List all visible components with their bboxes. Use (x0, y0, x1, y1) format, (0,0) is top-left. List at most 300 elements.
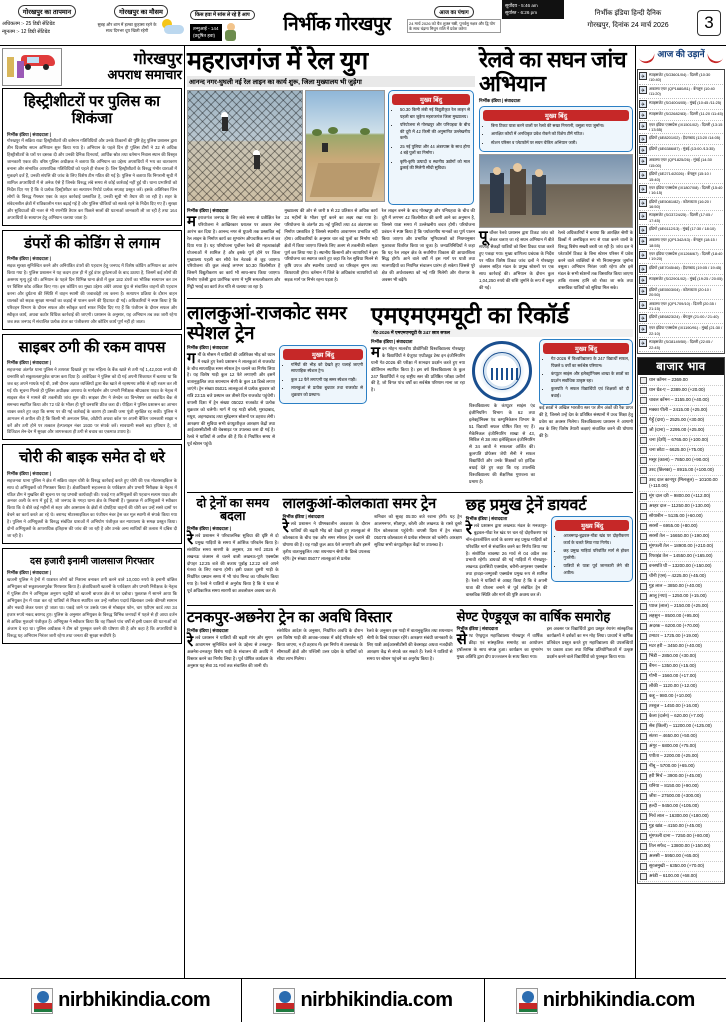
rate-text: कद्दू – 980.00 (+10.00) (649, 692, 692, 698)
row-4 (187, 610, 633, 672)
rate-text: सेब (किलो) – 11200.00 (+125.00) (649, 722, 712, 728)
airplane-icon: ✈ (640, 148, 646, 155)
rate-text: मक्का पीली – 2415.00 (+25.00) (649, 406, 708, 412)
article-byline: निर्भीक इंडिया | संवाददाता | (7, 570, 51, 576)
rate-item (639, 682, 723, 692)
left-article-1 (2, 88, 182, 226)
flight-text: स्पाइसजेट (SG4004/05) : मुंबई (10:45 /11:25) (649, 99, 722, 105)
panchang-widget (406, 0, 502, 45)
rate-item (639, 416, 723, 426)
rate-item (639, 742, 723, 752)
footer-brand-mid[interactable] (242, 979, 484, 1022)
rate-text: अरंडी – 6100.00 (+68.00) (649, 872, 698, 878)
keypoints-title: मुख्य बिंदु (543, 343, 629, 354)
rate-text: अलसी – 5950.00 (+65.00) (649, 852, 700, 858)
grain-icon (640, 683, 647, 690)
flight-item (639, 275, 723, 286)
rate-text: गोभी – 1560.00 (+17.00) (649, 672, 697, 678)
article-body: इस अवसर पर विद्यार्थियों द्वारा प्रस्तुत रंगारंग सांस्कृतिक कार्यक्रमों ने दर्शकों का मन मोह लिया। प्राचार्य ने वार्षिक प्रतिवेदन प्रस्तुत करते हुए महाविद्यालय की उपलब्धियों पर प्रकाश डाला तथा विभिन्न प्रतियोगिताओं में उत्कृष्ट प्रदर्शन करने वाले विद्यार्थियों को पुरस्कृत किया गया। (546, 626, 633, 659)
keypoints-title: मुख्य बिंदु (392, 94, 470, 105)
airplane-icon: ✈ (640, 112, 646, 119)
secondary-text: रेलवे अधिकारियों ने बताया कि आरक्षित श्रेणी के डिब्बों में अनधिकृत रूप से यात्रा करने वालों के विरुद्ध विशेष सख्ती बरती जा रही है। जांच दल ने प्लेटफॉर्म टिकट के बिना स्टेशन परिसर में प्रवेश करने वाले व्यक्तियों से भी नियमानुसार जुर्माना वसूला। अभियान निरंतर जारी रहेगा और इसे मंडल के सभी स्टेशनों तक विस्तारित किया जाएगा ताकि राजस्व हानि को रोका जा सके तथा वास्तविक यात्रियों को सुविधा मिल सके। (558, 230, 633, 290)
article-headline: एमएमएमयूटी का रिकॉर्ड (371, 301, 569, 328)
rate-item (639, 732, 723, 742)
lead-body-columns (187, 208, 475, 293)
grain-icon (640, 713, 647, 720)
crime-section-header (2, 48, 182, 86)
rate-text: लहसुन – 8500.00 (+95.00) (649, 612, 700, 618)
grain-icon (640, 673, 647, 680)
kolkata-train-article (283, 497, 462, 601)
flight-text: एयर इंडिया एक्सप्रेस (IX1190/91) : मुंबई (21:30 / 22:10) (649, 325, 723, 336)
airplane-icon: ✈ (640, 327, 646, 334)
rate-text: प्याज (लाल) – 2150.00 (+25.00) (649, 602, 709, 608)
edition-place-date: गोरखपुर, दिनांक 24 मार्च 2026 (587, 22, 669, 30)
rate-item (639, 792, 723, 802)
rate-item (639, 752, 723, 762)
article-byline: निर्भीक इंडिया | संवाददाता | (187, 526, 231, 532)
rate-text: तरबूज – 1450.00 (+16.00) (649, 702, 699, 708)
rate-text: उरद (छिलका) – 8915.00 (+100.00) (649, 466, 714, 472)
grain-icon (640, 643, 647, 650)
flight-text: इंडिगो (6E5081/82) : कोलकाता (16:20 / 16:50) (649, 198, 712, 210)
rate-item (639, 396, 723, 406)
weather-pill: गोरखपुर का मौसम (114, 5, 168, 18)
panchang-pill: आज का पंचाग (434, 6, 474, 18)
footer-brand-left[interactable] (0, 979, 242, 1022)
section-divider (187, 605, 633, 606)
rate-text: धनिया – 8150.00 (+90.00) (649, 782, 699, 788)
rate-text: हरी मिर्च – 3900.00 (+45.00) (649, 772, 702, 778)
weather-widget (94, 0, 188, 45)
brand-name: निर्भीक गोरखपुर (283, 13, 391, 35)
aqi-label: (प्रदूषित हवा) (193, 32, 216, 38)
flight-item (639, 211, 723, 225)
rate-item (639, 492, 723, 502)
flight-text: इंडिगो (6E6823/24) : बेंगलुरु (21:00 / 21:40) (649, 314, 719, 320)
rate-text: मूंगफली तेल – 18900.00 (+210.00) (649, 542, 714, 548)
airplane-icon: ✈ (640, 123, 646, 130)
police-illustration-icon (2, 48, 62, 86)
article-body: खजनी पुलिस ने ट्रेनों में यात्रारत लोगों को निशाना बनाकर ठगी करने वाले 10,000 रुपये के इनामी वांछित अभियुक्त को सकुशलतापूर्वक गिरफ्तार किया है। क्षेत्राधिकारी खजनी के पर्यवेक्षण और प्रभारी निरीक्षक के नेतृत्व में पुलिस टीम ने अभियुक्त अनुराग चतुर्वेदी को खजनी बाजार क्षेत्र से धर दबोचा। पूछताछ में सामने आया कि अभियुक्त ट्रेन में यात्रा कर रहे यात्रियों से मित्रता स्थापित कर उन्हें नशीला पदार्थ खिलाकर उनके कीमती सामान और नकदी लेकर फरार हो जाता था। पकड़े जाने पर उसके पास से मोबाइल फोन, चार एटीएम कार्ड तथा 34 हजार रुपये नकद बरामद हुए। पुलिस के अनुसार अभियुक्त के विरुद्ध विभिन्न जनपदों में पहले से ही आधा दर्जन से अधिक मुकदमे पंजीकृत हैं। अभियुक्त ने स्वीकार किया कि वह पिछले पांच वर्षों से इसी प्रकार की घटनाओं को अंजाम दे रहा था। पुलिस अधीक्षक ने टीम को पुरस्कृत करने की घोषणा की है और कहा है कि अपराधियों के विरुद्ध यह अभियान निरंतर जारी रहेगा तथा जनता की सुरक्षा सर्वोपरि है। (7, 577, 177, 638)
article-body: मदन मोहन मालवीय प्रौद्योगिकी विश्वविद्यालय गोरखपुर के विद्यार्थियों ने ग्रेजुएट एप्टीट्यूड टेस्ट इन इंजीनियरिंग यानी गेट-2026 की परीक्षा में शानदार प्रदर्शन करते हुए नया कीर्तिमान स्थापित किया है। इस वर्ष विश्वविद्यालय के कुल 247 विद्यार्थियों ने यह राष्ट्रीय स्तर की प्रतिष्ठित परीक्षा उत्तीर्ण की है, जो विगत पांच वर्षों का सर्वश्रेष्ठ परिणाम माना जा रहा है। (371, 344, 465, 393)
tanakpur-train-article (187, 610, 453, 672)
grain-icon (640, 513, 647, 520)
lead-stories-row (187, 48, 633, 294)
rate-text: उरद दाल कानपुर (मिलजुल) – 10100.00 (+110.00) (649, 476, 718, 489)
article-body: रेलवे प्रशासन द्वारा लखनऊ मंडल के मनकापुर-बुढ़वल-गोंडा रेल खंड पर चल रहे दोहरीकरण एवं नॉन-इंटरलॉकिंग कार्य के कारण छह प्रमुख गाड़ियों को परिवर्तित मार्ग से संचालित करने का निर्णय लिया गया है। संशोधित व्यवस्था 26 मार्च से 04 अप्रैल तक प्रभावी रहेगी। डायवर्ट की गई गाड़ियों में गोरखपुर-लखनऊ इंटरसिटी एक्सप्रेस, बरौनी-अमृतसर एक्सप्रेस तथा हावड़ा-जम्मूतवी एक्सप्रेस प्रमुख रूप से शामिल हैं। रेलवे ने यात्रियों से आग्रह किया है कि वे अपनी यात्रा की योजना बनाने से पूर्व संबंधित ट्रेन की वास्तविक स्थिति और मार्ग की पुष्टि अवश्य कर लें। (465, 521, 548, 597)
rate-item (639, 872, 723, 882)
rate-text: चना (देशी) – 6765.00 (+100.00) (649, 436, 709, 442)
grain-icon (640, 563, 647, 570)
secondary-lead-article (479, 48, 633, 294)
rate-item (639, 602, 723, 612)
timing-change-article (187, 497, 279, 601)
airplane-icon: ✈ (640, 101, 646, 108)
flight-item (639, 250, 723, 264)
keypoint-item: • 50.30 किमी लंबी नई विद्युतीकृत रेल लाइन से पहली बार जुड़ेगा महराजगंज जिला मुख्यालय। (400, 107, 470, 120)
college-function-article (457, 610, 633, 672)
article-body: रेलवे प्रशासन ने ग्रीष्मकालीन अवकाश के दौरान यात्रियों की बढ़ती भीड़ को देखते हुए लालकुआं से कोलकाता के बीच एक और समर स्पेशल ट्रेन चलाने की घोषणा की है। यह गाड़ी कुल आठ फेरे लगाएगी और इसमें तृतीय वातानुकूलित तथा शयनयान श्रेणी के डिब्बे उपलब्ध रहेंगे। ट्रेन संख्या 05077 लालकुआं से प्रत्येक (282, 519, 371, 561)
grain-icon (640, 703, 647, 710)
flight-item (639, 71, 723, 85)
temp-max: अधिकतम :- 25 डिग्री सेंटिग्रेड (2, 21, 55, 27)
airplane-icon: ✈ (640, 173, 646, 180)
lead-text: रेल लाइन बनने के बाद गोरखपुर और पनियहवा के बीच की दूरी में लगभग 42 किलोमीटर की कमी आने का अनुमान है, जिससे यात्रा समय में उल्लेखनीय बचत होगी। परियोजना प्रबंधन ने स्पष्ट किया है कि पर्यावरणीय मानकों का पूर्ण पालन किया जाएगा और प्रभावित भूमिधारकों को नियमानुसार मुआवजा वितरित किया जा चुका है। जनप्रतिनिधियों ने कहा कि यह रेल लाइन क्षेत्र के सर्वांगीण विकास की आधारशिला सिद्ध होगी। आने वाले वर्षों में इस मार्ग पर यात्री तथा मालगाड़ियों का नियमित संचालन प्रारंभ हो सकेगा जिससे पूरे क्षेत्र की अर्थव्यवस्था को नई गति मिलेगी और रोजगार के अवसर भी बढ़ेंगे। (381, 208, 475, 282)
airplane-icon: ✈ (640, 186, 646, 193)
rate-text: मटर हरी – 3450.00 (+40.00) (649, 642, 702, 648)
rate-item (639, 426, 723, 436)
brand-logo (268, 0, 406, 45)
rate-text: चीनी (एस) – 4225.00 (+45.00) (649, 572, 706, 578)
flights-list (638, 70, 724, 353)
keypoints-title: मुख्य बिंदु (555, 520, 629, 531)
flight-item (639, 134, 723, 145)
flight-item (639, 110, 723, 121)
keypoint-item: • छह प्रमुख गाड़ियां परिवर्तित मार्ग से होकर गुजरेंगी। (563, 548, 629, 561)
diverted-trains-article (466, 497, 633, 601)
rate-text: मसूर (काला) – 7850.00 (+90.00) (649, 456, 710, 462)
section-divider (187, 492, 633, 493)
rate-item (639, 386, 723, 396)
article-headline: लालकुआं-राजकोट समर स्पेशल ट्रेन (187, 301, 347, 343)
article-body: रेलवे प्रशासन ने यात्रियों की बढ़ती मांग और सुगम आवागमन सुनिश्चित करने के उद्देश्य से टनकपुर-अछनेरा-टनकपुर विशेष गाड़ी के संचालन की अवधि में विस्तार करने का निर्णय लिया है। पूर्व घोषित कार्यक्रम के अनुसार यह सेवा 31 मार्च तक संचालित की जानी थी। (187, 633, 273, 668)
flight-text: एयर इंडिया एक्सप्रेस (IX1266/67) : दिल्ली (18:40 / 19:20) (649, 251, 723, 262)
article-byline: निर्भीक इंडिया | संवाददाता (187, 344, 229, 350)
panchang-text: 24 मार्च 2026 को चैत्र शुक्ल षष्ठी, पुनर्वसु नक्षत्र और द्वि योग के साथ चंद्रमा मिथुन राशि में प्रवेश करेगा (407, 19, 501, 33)
rate-text: आलू (नया) – 1250.00 (+15.00) (649, 592, 707, 598)
article-body: सेण्ट ऐण्ड्रयूज महाविद्यालय गोरखपुर में वार्षिक क्रीड़ा एवं सांस्कृतिक समारोह का आयोजन हर्षोल्लास के साथ संपन्न हुआ। कार्यक्रम का शुभारंभ मुख्य अतिथि द्वारा दीप प्रज्ज्वलन के साथ किया गया। (456, 631, 543, 659)
airplane-icon: ✈ (640, 266, 646, 273)
grain-icon (640, 723, 647, 730)
grain-icon (640, 447, 647, 454)
grain-icon (640, 593, 647, 600)
rate-text: टमाटर – 1725.00 (+19.00) (649, 632, 699, 638)
article-headline: टनकपुर-अछनेरा ट्रेन का अवधि विस्तार (187, 608, 392, 626)
lead-body-col-2 (284, 208, 377, 293)
article-body: सड़क सुरक्षा सुनिश्चित करने और अनियंत्रित डंपरों की पहचान हेतु जनपद में विशेष कोडिंग अभियान का आरंभ किया गया है। पुलिस प्रशासन ने यह कदम हाल ही में हुई डंपर दुर्घटनाओं के बाद उठाया है, जिसमें कई लोगों की असमय मृत्यु हुई थी। अभियान के पहले दिन विभिन्न थाना क्षेत्रों में कुल 182 डंपरों का भौतिक सत्यापन कर उन पर विशिष्ट कोड अंकित किए गए। इस कोडिंग का मुख्य उद्देश्य अंधेरे अथवा धुंध से संचालित वाहनों की पहचान करना और दुर्घटना की स्थिति में वाहन स्वामी की जवाबदेही तय करना है। सत्यापन प्रक्रिया के दौरान वाहन चालकों को सड़क सुरक्षा मानकों का कड़ाई से पालन करने की हिदायत दी गई। अधिकारियों ने स्पष्ट किया है कि परिवहन विभाग के दौरान सफल और स्वीकृत कार्य सफर निर्देश दिए गए हैं कि पंजीयन के दौरान सफल और स्वीकृत कार्य, अथवा कठोर विधिक कार्रवाई की जाएगी। प्रशासन के अनुसार, यह अभियान तब तक जारी रहेगा जब तक जनपद में संचालित प्रत्येक डंपर का पंजीकरण और कोडिंग कार्य पूर्ण नहीं हो जाता। (7, 263, 177, 324)
construction-photo-1 (187, 90, 303, 202)
left-article-4 (2, 444, 182, 544)
grain-icon (640, 427, 647, 434)
article-body: विश्वविद्यालय के कंप्यूटर साइंस एंड इंजीनियरिंग विभाग के 62 तथा इलेक्ट्रॉनिक्स एंड कम्युनिकेशन विभाग के 51 विद्यार्थी सफल घोषित किए गए हैं। मैकेनिकल इंजीनियरिंग शाखा से 43, सिविल से 38 तथा इलेक्ट्रिकल इंजीनियरिंग से 34 छात्रों ने सफलता अर्जित की। कुलपति प्रोफेसर जेपी सैनी ने सफल विद्यार्थियों और उनके शिक्षकों को हार्दिक बधाई देते हुए कहा कि यह उपलब्धि विश्वविद्यालय की शैक्षणिक गुणवत्ता का प्रमाण है। (469, 403, 535, 484)
rate-item (639, 712, 723, 722)
rate-item (639, 532, 723, 542)
grain-icon (640, 803, 647, 810)
flight-text: स्पाइसजेट (SG2682/83) : दिल्ली (11:20 /11:45) (649, 110, 723, 116)
grain-icon (640, 523, 647, 530)
rate-item (639, 572, 723, 582)
secondary-byline: निर्भीक इंडिया | संवाददाता (479, 97, 521, 103)
flight-item (639, 338, 723, 352)
rate-item (639, 562, 723, 572)
grain-icon (640, 437, 647, 444)
rate-item (639, 466, 723, 476)
article-body: रेलवे प्रशासन ने परिचालनिक सुविधा की दृष्टि से दो प्रमुख गाड़ियों के समय में आंशिक परिवर्तन किया है। संशोधित समय सारणी के अनुसार, 28 मार्च 2026 से लखनऊ जंक्शन से चलने वाली लखनऊ-पुणे एक्सप्रेस दोपहर 12:25 बजे की बजाय पूर्वाह्न 12:22 बजे अपने गंतव्य के लिए रवाना होगी। इसी प्रकार दूसरी गाड़ी के निर्धारित प्रस्थान समय में भी पांच मिनट का परिवर्तन किया गया है। रेलवे ने यात्रियों से अनुरोध किया है कि वे यात्रा से पूर्व अधिकारिक समय सारणी का अवलोकन अवश्य कर लें। (187, 531, 279, 594)
flight-text: इंडिगो (6E5503/04) : कोलकाता (20:10 / 20:50) (649, 286, 712, 298)
market-rates-box (637, 357, 725, 884)
rate-item (639, 842, 723, 852)
university-emblem-icon (472, 341, 532, 401)
article-headline: छह प्रमुख ट्रेनें डायवर्ट (465, 496, 587, 514)
rate-text: सूरजमुखी – 6350.00 (+70.00) (649, 862, 705, 868)
rate-item (639, 406, 723, 416)
flight-text: इंडिगो (6E7045/46) : हैदराबाद (19:05 / 19:45) (649, 264, 722, 270)
grain-icon (640, 613, 647, 620)
airplane-icon: ✈ (640, 200, 646, 207)
keypoints-title: मुख्य बिंदु (483, 110, 629, 121)
keypoint-item: • कुलपति ने सफल विद्यार्थियों एवं शिक्षकों को दी बधाई। (551, 386, 629, 399)
flight-item (639, 264, 723, 275)
grain-icon (640, 783, 647, 790)
article-body: संशोधित आदेश के अनुसार, निर्धारित अवधि के दौरान इस विशेष गाड़ी की आवक-जावक में कोई परिवर्तन नहीं किया जाएगा, न ही ठहराव में। इस निर्णय से उत्तराखंड के सीमावर्ती क्षेत्रों और पश्चिमी उत्तर प्रदेश के यात्रियों को सीधा लाभ मिलेगा। (276, 628, 363, 661)
rate-item (639, 512, 723, 522)
keypoint-item: • आरक्षित कोचों में अनधिकृत प्रवेश रोकने को विशेष टीमें गठित। (491, 131, 629, 138)
construction-photo-2 (305, 90, 385, 202)
lead-byline: निर्भीक इंडिया | संवाददाता (187, 208, 229, 214)
lead-article (187, 48, 475, 294)
article-headline: डंपरों की कोडिंग से लगाम (23, 234, 160, 252)
flight-item (639, 99, 723, 110)
sunrise-time: सूर्योदय - 5:46 am (505, 3, 538, 8)
masthead-strip (0, 0, 726, 46)
rate-item (639, 582, 723, 592)
lead-text: महराजगंज जनपद के लिए लंबे समय से प्रतीक्षित रेल परियोजना ने आखिरकार धरातल पर आकार लेना आरंभ कर दिया है। आनन्द नगर से घुघली तक प्रस्तावित नई रेल लाइन के निर्माण कार्य का शुभारंभ औपचारिक रूप से कर दिया गया है। यह परियोजना पूर्वोत्तर रेलवे की महत्वाकांक्षी योजनाओं में शामिल है और इसके पूर्ण होने पर जिला मुख्यालय पहली बार सीधे रेल नेटवर्क से जुड़ जाएगा। परियोजना की कुल लंबाई लगभग 50.30 किलोमीटर है जिसमें विद्युतीकरण का कार्य भी साथ-साथ किया जाएगा। निर्माण एजेंसी द्वारा प्रारंभिक चरण में भूमि समतलीकरण और मिट्टी भराई का कार्य तेज गति से चलाया जा रहा है। (187, 213, 281, 289)
edition-title: निर्भीक इंडिया हिन्दी दैनिक (594, 10, 662, 17)
flight-item (639, 145, 723, 156)
flight-text: एयर इंडिया एक्सप्रेस (IX1501/02) : दिल्ली (13:15 / 13:55) (649, 121, 723, 132)
airplane-icon: ✈ (640, 228, 646, 235)
row-2 (187, 303, 633, 488)
rate-item (639, 662, 723, 672)
article-byline: निर्भीक इंडिया | संवाददाता | (7, 131, 51, 137)
child-icon (224, 23, 238, 43)
rate-item (639, 772, 723, 782)
rate-text: जौ (दाना) – 2295.00 (+25.00) (649, 426, 705, 432)
rate-item (639, 762, 723, 772)
rate-item (639, 642, 723, 652)
grain-icon (640, 873, 647, 880)
airplane-icon: ✈ (640, 253, 646, 260)
article-body: कई छात्रों ने अखिल भारतीय स्तर पर तीन अंकों की रैंक प्राप्त की है, जिससे उन्हें देश के प्रतिष्ठित संस्थानों में उच्च शिक्षा हेतु प्रवेश का अवसर मिलेगा। विश्वविद्यालय प्रशासन ने आगामी सत्र के लिए विशेष तैयारी कक्षाएं संचालित करने की घोषणा की है। (539, 405, 633, 438)
grain-icon (640, 663, 647, 670)
sunset-time: सूर्यास्त - 6:26 pm (505, 10, 538, 16)
article-byline: निर्भीक इंडिया | संवाददाता (371, 339, 413, 345)
rate-text: धान ग्रेड-ए – 2389.00 (+20.00) (649, 386, 706, 392)
rate-text: मिर्च लाल – 16300.00 (+180.00) (649, 812, 709, 818)
row-3 (187, 497, 633, 601)
aqi-value: तन्मुआई - 144 (193, 26, 219, 32)
flight-item (639, 184, 723, 198)
rate-text: गुड़ खांड – 4150.00 (+45.00) (649, 822, 702, 828)
rate-item (639, 692, 723, 702)
grain-icon (640, 823, 647, 830)
grain-icon (640, 583, 647, 590)
article-headline: लालकुआं-कोलकाता समर ट्रेन (282, 495, 437, 512)
airplane-icon: ✈ (640, 74, 646, 80)
grain-icon (640, 477, 647, 484)
grain-icon (640, 773, 647, 780)
left-column (0, 46, 185, 978)
section-divider (187, 298, 633, 299)
rate-item (639, 542, 723, 552)
secondary-headline: रेलवे का सघन जांच अभियान (479, 47, 627, 96)
grain-icon (640, 743, 647, 750)
temperature-widget (0, 0, 94, 45)
flight-item (639, 225, 723, 236)
sun-cloud-icon (160, 19, 186, 35)
lead-body-col-1 (187, 208, 280, 293)
grain-icon (640, 377, 647, 384)
keypoints-box (279, 345, 367, 405)
article-kicker: गेट-2026 में एमएमएमयूटी के 247 छात्र सफल (371, 329, 633, 337)
flight-text: इंडिगो (6E6112/13) : मुंबई (17:30 / 18:10) (649, 226, 716, 232)
crime-section-label: अपराध समाचार (107, 66, 182, 82)
grain-icon (640, 407, 647, 414)
grain-icon (640, 833, 647, 840)
nirbhik-logo-icon (516, 988, 538, 1014)
keypoints-box (539, 339, 633, 405)
keypoint-item: • यात्रियों से यात्रा पूर्व जानकारी लेने की अपील। (563, 563, 629, 576)
article-headline: साइबर ठगी की रकम वापस (18, 338, 166, 356)
keypoints-title: मुख्य बिंदु (283, 349, 363, 360)
flight-text: स्पाइसजेट (SG3601/04) : दिल्ली (10:30 /10:40) (649, 72, 711, 83)
flight-text: स्पाइसजेट (SG2901/02) : मुंबई (19:25 / 20:05) (649, 275, 723, 281)
secondary-keypoints-box (479, 106, 633, 153)
page-number: 3 (697, 10, 721, 36)
grain-icon (640, 387, 647, 394)
nirbhik-logo-icon (31, 988, 53, 1014)
article-headline: सेण्ट ऐण्ड्रयूज का वार्षिक समारोह (456, 608, 611, 624)
article-headline: दो ट्रेनों का समय बदला (196, 495, 270, 524)
page-number-box (692, 0, 726, 45)
footer-website-url[interactable]: nirbhikindia.com (300, 989, 453, 1011)
rate-item (639, 592, 723, 602)
footer-website-url[interactable]: nirbhikindia.com (58, 989, 211, 1011)
article-body: गर्मी के मौसम में यात्रियों की अतिरिक्त भीड़ को ध्यान में रखते हुए रेलवे प्रशासन ने लालकुआं से राजकोट के बीच साप्ताहिक समर स्पेशल ट्रेन चलाने का निर्णय लिया है। यह विशेष गाड़ी कुल 12 फेरे लगाएगी और इसमें वातानुकूलित तथा शयनयान श्रेणी के कुल 18 डिब्बे लगाए जाएंगे। ट्रेन संख्या 05021 लालकुआं से प्रत्येक बुधवार को रात्रि 23:15 बजे प्रस्थान कर तीसरे दिन राजकोट पहुंचेगी। वापसी दिशा में ट्रेन संख्या 05022 राजकोट से प्रत्येक शुक्रवार को चलेगी। मार्ग में यह गाड़ी बरेली, मुरादाबाद, मथुरा, अहमदाबाद तथा सुरेंद्रनगर स्टेशनों पर ठहराव लेगी। आरक्षण की सुविधा सभी कंप्यूटरीकृत आरक्षण केंद्रों तथा आईआरसीटीसी की वेबसाइट पर उपलब्ध करा दी गई है। रेलवे ने यात्रियों से अपील की है कि वे निर्धारित समय से पूर्व स्टेशन पहुंचें। (187, 349, 275, 447)
flights-box (637, 69, 725, 354)
airplane-icon: ✈ (640, 316, 646, 323)
aqi-pill: किस हवा में सांस ले रहे हैं आप (190, 10, 255, 20)
airplane-icon: ✈ (640, 159, 646, 166)
lead-text: मुख्यालय की ओर से जारी 9 से 22 प्रतिशत से अधिक कार्य 24 महीनों के भीतर पूर्ण करने का लक्ष्य रखा गया है। परियोजना के अंतर्गत 25 नई पुलियों तथा 44 अंडरपास का निर्माण प्रस्तावित है जिससे स्थानीय आवागमन प्रभावित नहीं होगा। अधिकारियों के अनुसार चार बड़े पुलों का निर्माण नदी क्षेत्रों में किया जाएगा जिसके लिए अलग से तकनीकी सर्वेक्षण पूर्ण कर लिया गया है। स्थानीय किसानों और व्यापारियों ने इस परियोजना का स्वागत करते हुए कहा कि रेल सुविधा मिलने से कृषि उपज और स्थानीय उत्पादों का परिवहन सुगम तथा किफायती होगा। वर्तमान में जिले के अधिकांश व्यापारियों को सड़क मार्ग पर निर्भर रहना पड़ता है। (284, 208, 378, 282)
rate-text: लौकी – 1120.00 (+12.00) (649, 682, 697, 688)
airplane-icon: ✈ (640, 277, 646, 284)
flight-text: स्पाइसजेट (SG8149/50) : दिल्ली (22:05 / 22:45) (649, 339, 713, 350)
rate-item (639, 622, 723, 632)
flight-item (639, 85, 723, 99)
officials-photo (479, 154, 633, 228)
article-byline: निर्भीक इंडिया | संवाददाता | (7, 470, 51, 476)
lead-headline: महराजगंज में रेल युग (187, 47, 368, 75)
sun-times (502, 0, 564, 45)
rate-text: अंगूर – 6800.00 (+75.00) (649, 742, 697, 748)
grain-icon (640, 843, 647, 850)
keypoint-item: • कृषि-कृषि उत्पादों व स्थानीय उद्योगों को माल ढुलाई की मिलेगी सीधी सुविधा। (400, 159, 470, 172)
article-byline: निर्भीक इंडिया | संवाददाता | (7, 359, 51, 365)
article-body: सहजनवा थाना पुलिस ने क्षेत्र में सक्रिय वाहन चोरी के विरुद्ध कार्रवाई करते हुए चोरी की एक मोटरसाइकिल के साथ दो अभियुक्तों को गिरफ्तार किया है। क्षेत्राधिकारी सहजनवा के पर्यवेक्षण और प्रभारी निरीक्षक के नेतृत्व में गठित टीम ने मुखबिर की सूचना पर यह प्रभावी कार्यवाही की। पकड़े गए अभियुक्तों की पहचान सत्यम यादव और अनवर अली के रूप में हुई है, जो जनपद के गगहा थाना क्षेत्र के निवासी हैं। पूछताछ में अभियुक्तों ने स्वीकार किया कि वे बीते कई महीनों से शहर और आसपास के क्षेत्रों से दोपहिया वाहनों की चोरी कर उन्हें सस्ते दामों पर बेचने का कार्य करते आ रहे थे। बरामद मोटरसाइकिल का पंजीयन नंबर ट्रेस कर मूल स्वामी से संपर्क किया गया है। पुलिस ने अभियुक्तों के विरुद्ध संबंधित धाराओं में अभियोग पंजीकृत कर न्यायालय के समक्ष प्रस्तुत किया। दोनों अभियुक्तों के आपराधिक इतिहास की जांच की जा रही है और उनके अन्य साथियों की तलाश में दबिश दी जा रही है। (7, 477, 177, 539)
rate-text: गुड़ लाल – 3850.00 (+40.00) (649, 582, 702, 588)
flight-text: अकासा एयर (QP1680/81) : बेंगलुरु (10:40 /11:20) (649, 85, 715, 97)
article-byline: निर्भीक इंडिया | संवाददाता (465, 516, 508, 522)
rate-item (639, 802, 723, 812)
grain-icon (640, 467, 647, 474)
flight-text: अकासा एयर (QP1342/43) : बेंगलुरु (18:15 / 18:55) (649, 237, 717, 248)
rate-text: भिंडी – 2850.00 (+30.00) (649, 652, 697, 658)
rate-text: अदरक – 6200.00 (+70.00) (649, 622, 700, 628)
keypoint-item: • बिना टिकट यात्रा करने वालों पर रेलवे की सख्त निगरानी, वसूला गया जुर्माना। (491, 123, 629, 130)
rate-item (639, 632, 723, 642)
keypoint-item: • परियोजना से गोरखपुर और पनियहवा के बीच की दूरी में 42 किमी की अनुमानित उल्लेखनीय कमी। (400, 122, 470, 142)
rate-text: बैंगन – 1350.00 (+15.00) (649, 662, 697, 668)
article-body: गोरखपुर में सक्रिय राडा हिस्ट्रीशीटरों की वर्तमान गतिविधियों और उनके ठिकानों की पुष्टि हेतु पुलिस प्रशासन द्वारा तीन दिवसीय सघन अभियान शुरू किया गया है। अभियान के पहले दिन ही पुलिस टीमों ने 32 से अधिक हिस्ट्रीशीटरों के घरों पर दस्तक दी और उनकी दैनिक दिनचर्या, आर्थिक स्रोत तथा वर्तमान निवास स्थान की विस्तृत जानकारी एकत्र की। वरिष्ठ पुलिस अधीक्षक ने बताया कि अभियान का उद्देश्य अपराधियों में भय का वातावरण बनाना और संभावित आपराधिक गतिविधियों को पहले ही रोकना है। जिन हिस्ट्रीशीटरों के विरुद्ध गंभीर धाराओं में मुकदमे दर्ज हैं, उनकी संपत्ति की जांच के लिए विशेष टीम गठित की गई है। पुलिस ने बताया कि निगरानी सूची में शामिल अपराधियों में से अनेक ऐसे हैं जिनके विरुद्ध लंबे समय से कोई कार्रवाई नहीं हुई थी। थाना प्रभारियों को निर्देश दिए गए हैं कि वे प्रत्येक हिस्ट्रीशीटर का सत्यापन रिपोर्ट प्रत्येक सप्ताह प्रस्तुत करें। इसके अतिरिक्त जिन लोगों के विरुद्ध गैंगस्टर एक्ट के तहत कार्रवाई प्रस्तावित है, उनकी सूची भी तैयार की जा रही है। शहर के संवेदनशील क्षेत्रों में रात्रिकालीन गश्त बढ़ाई गई है और पुलिस चौकियों को सतर्क रहने के निर्देश दिए गए हैं। सुरक्षा और सुविधाओं की नजर से भी रणनीति तैयार कर पिछले सालों की घटनाओं जानकारी ली जा रही है तथा 164 अपराधियों के सत्यापन हेतु अभियान चलाया जाता है। (7, 138, 177, 220)
keypoint-item: • आजमगढ़-बुढ़वल-गोंडा खंड पर दोहरीकरण कार्य के चलते लिया गया निर्णय। (563, 533, 629, 546)
rate-text: तिल सफेद – 13800.00 (+150.00) (649, 842, 711, 848)
left-article-3 (2, 334, 182, 441)
article-byline: निर्भीक इंडिया | संवाददाता (456, 626, 498, 632)
flight-item (639, 324, 723, 338)
grain-icon (640, 493, 647, 500)
rate-text: सरसों तेल – 16650.00 (+190.00) (649, 532, 710, 538)
flight-text: एयर इंडिया एक्सप्रेस (IX1807/08) : दिल्ली (15:40 / 16:15) (649, 184, 723, 196)
middle-column (185, 46, 635, 978)
weather-note: सुबह और शाम में हल्का कुहासा रहने के साथ दिनभर धूप खिली रहेगी (97, 22, 157, 33)
rate-item (639, 502, 723, 512)
rate-item (639, 552, 723, 562)
grain-icon (640, 793, 647, 800)
flight-item (639, 236, 723, 250)
rate-text: चावल कॉमन – 3155.00 (+40.00) (649, 396, 710, 402)
grain-icon (640, 533, 647, 540)
rate-text: सरसों – 6955.00 (+80.00) (649, 522, 698, 528)
rate-item (639, 456, 723, 466)
article-byline: निर्भीक इंडिया | संवाददाता (282, 514, 324, 520)
right-column (635, 46, 726, 978)
grain-icon (640, 503, 647, 510)
flights-banner-title: आज की उड़ानें (657, 49, 705, 59)
rate-item (639, 476, 723, 492)
keypoint-item: • कुल 12 फेरे लगाएगी यह समर स्पेशल गाड़ी। (291, 377, 363, 384)
article-headline: हिस्ट्रीशीटरों पर पुलिस का शिकंजा (23, 93, 161, 128)
flight-item (639, 156, 723, 170)
flights-banner (637, 47, 725, 69)
market-rates-list (638, 375, 724, 883)
article-byline: निर्भीक इंडिया | संवाददाता (187, 628, 229, 634)
grain-icon (640, 633, 647, 640)
rate-item (639, 832, 723, 842)
article-headline: दस हजारी इनामी जालसाज गिरफ्तार (30, 556, 154, 568)
rate-item (639, 376, 723, 386)
grain-icon (640, 813, 647, 820)
grain-icon (640, 573, 647, 580)
keypoint-item: • गेट-2026 में विश्वविद्यालय के 247 विद्यार्थी सफल, पिछले 5 वर्षों का सर्वश्रेष्ठ परिणाम। (551, 356, 629, 369)
page-body (0, 46, 726, 978)
rate-item (639, 522, 723, 532)
grain-icon (640, 763, 647, 770)
rate-item (639, 652, 723, 662)
lead-body-col-3 (382, 208, 475, 293)
flight-text: इंडिगो (6E2714/2026) : बेंगलुरु (15:10 / 15:40) (649, 171, 711, 182)
footer-website-url[interactable]: nirbhikindia.com (542, 989, 695, 1011)
rate-text: नींबू – 5700.00 (+65.00) (649, 762, 695, 768)
flight-item (639, 170, 723, 184)
rate-text: मूंगफली दाना – 7250.00 (+80.00) (649, 832, 710, 838)
left-article-5 (2, 548, 182, 644)
special-train-article (187, 303, 367, 488)
airplane-icon: ✈ (640, 239, 646, 246)
airplane-icon: ✈ (640, 302, 646, 309)
footer-brand-right[interactable] (485, 979, 726, 1022)
